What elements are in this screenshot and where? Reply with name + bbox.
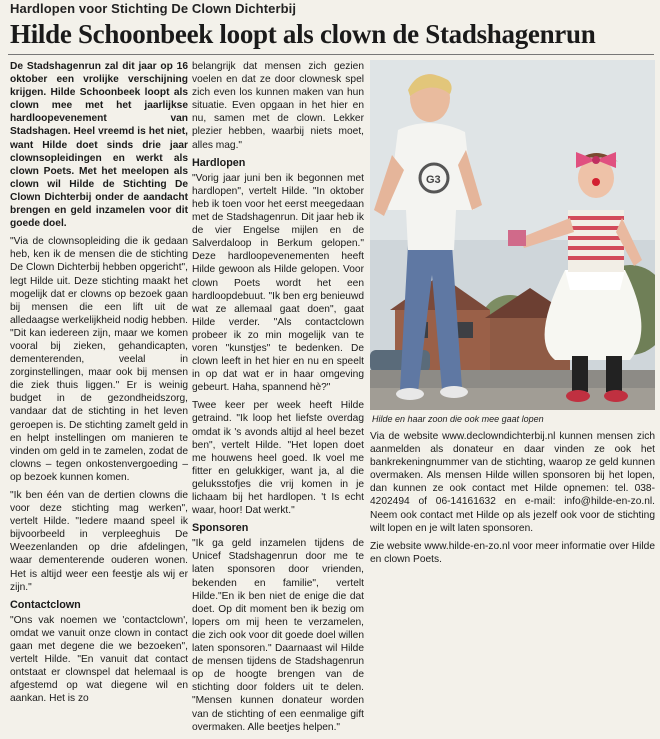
photo-caption: Hilde en haar zoon die ook mee gaat lopen [372, 414, 544, 424]
page-title: Hilde Schoonbeek loopt als clown de Stadshagenrun [10, 19, 596, 49]
kicker: Hardlopen voor Stichting De Clown Dichterbij [10, 1, 297, 16]
paragraph: "Ik ben één van de dertien clowns die voor deze stichting mag werken", vertelt Hilde. "Iedere maand speel ik bijvoorbeeld in verpleeghuis De Weezenlanden op drie afdelingen, waar dementerende ouderen wonen. Het is altijd weer een feestje als wij er zijn." [10, 490, 188, 593]
paragraph: Zie website www.hilde-en-zo.nl voor meer informatie over Hilde en clown Poets. [370, 540, 655, 565]
lead-paragraph: De Stadshagenrun zal dit jaar op 16 oktober een vrolijke verschijning krijgen. Hilde Schoonbeek loopt als clown mee met het jaarlijkse hardloopevenement van Stadshagen. Heel vreemd is het niet, want Hilde doet sinds drie jaar clownsopleidingen en werkt als clown Poets. Met het meelopen als clown wil Hilde de Stichting De Clown Dichterbij onder de aandacht brengen en geld inzamelen voor dit goede doel. [10, 61, 188, 230]
paragraph: Twee keer per week heeft Hilde getraind. "Ik loop het liefste overdag omdat ik 's avonds altijd al heel bezet ben", vertelt Hilde. "Het lopen doet me houwens heel goed. Ik voel me fitter en gelukkiger, want ja, al die geluksstofjes die vrij komen in je lichaam bij het hardlopen. 't Is echt waar, hoor! Dat werkt." [192, 400, 364, 517]
column-1 [10, 60, 188, 711]
paragraph: "Vorig jaar juni ben ik begonnen met hardlopen", vertelt Hilde. "In oktober heb ik toen voor het eerst meegedaan met de Stadshagenrun. Dit jaar heb ik de vier Engelse mijlen en de Salverdaloop in Berkum gelopen." Deze hardloopevenementen heeft Hilde gewoon als Hilde gelopen. Voor clown Poets wordt het een hardloopdebuut. "Ik ben erg benieuwd wat ze allemaal gaat doen", gaat Hilde verder. "Als contactclown probeer ik zo min mogelijk van te voren "kunstjes" te bedenken. De clown leeft in het hier en nu en speelt in op dat wat er in haar omgeving gebeurt. Haha, spannend hè?" [192, 172, 364, 394]
divider [8, 54, 654, 55]
subheading-hardlopen: Hardlopen [192, 156, 246, 169]
subheading-sponsoren: Sponsoren [192, 522, 249, 535]
paragraph: "Ons vak noemen we 'contactclown', omdat we vanuit onze clown in contact gaan met degene die we bezoeken", vertelt Hilde. "En vanuit dat contact ontstaat er clownspel dat helemaal is afgestemd op wat diegene wil en aankan. Het is zo [10, 614, 188, 705]
paragraph: Via de website www.declowndichterbij.nl kunnen mensen zich aanmelden als donateur en daar vinden ze ook het bankrekeningnummer van de stichting, waarop ze geld kunnen overmaken. Als mensen Hilde willen sponsoren bij het lopen, dan kunnen ze ook contact met Hilde opnemen: tel. 038-4202494 of 06-14161632 en e-mail: info@hilde-en-zo.nl. Neem ook contact met Hilde op als jezelf ook voor de stichting wilt lopen en je wilt laten sponsoren. [370, 431, 655, 534]
paragraph: "Ik ga geld inzamelen tijdens de Unicef Stadshagenrun door me te laten sponsoren door vrienden, bekenden en familie", vertelt Hilde."En ik ben niet de enige die dat doet. Op dit moment ben ik bezig om lopers om mij heen te verzamelen, die zich ook voor dit goede doel willen laten sponsoren." Daarnaast wil Hilde de mensen tijdens de Stadshagenrun op de hoogte brengen van de stichting door folders uit te delen. "Mensen kunnen donateur worden van de stichting of een eenmalige gift overmaken. Alle beetjes helpen." [192, 538, 364, 733]
column-3 [370, 430, 655, 571]
photo [370, 60, 655, 410]
shirt-print: G3 [426, 174, 441, 186]
column-2 [192, 60, 364, 739]
subheading-contactclown: Contactclown [10, 598, 81, 611]
paragraph: "Via de clownsopleiding die ik gedaan heb, ken ik de mensen die de stichting De Clown Dichterbij hebben opgericht", legt Hilde uit. Deze stichting maakt het mogelijk dat er clowns op bezoek gaan bij mensen die een lift uit de alledaagse werkelijkheid nodig hebben. "Dit kan iedereen zijn, maar we komen vooral bij zieken, gehandicapten, dementerenden, veelal in zorginstellingen, maar ook bij mensen die ziek thuis liggen." Er is weinig budget in de gezondheidszorg, vandaar dat de stichting in het leven geroepen is. De stichting zamelt geld in en helpt instellingen om manieren te vinden om geld in te zamelen, zodat de clowns – tegen onkostenvergoeding – op bezoek kunnen komen. [10, 236, 188, 483]
paragraph: belangrijk dat mensen zich gezien voelen en dat ze door clownesk spel zich even los kunnen maken van hun situatie. Even opgaan in het hier en nu, samen met de clown. Lekker plezier hebben, waarbij niets moet, alles mag." [192, 61, 364, 151]
